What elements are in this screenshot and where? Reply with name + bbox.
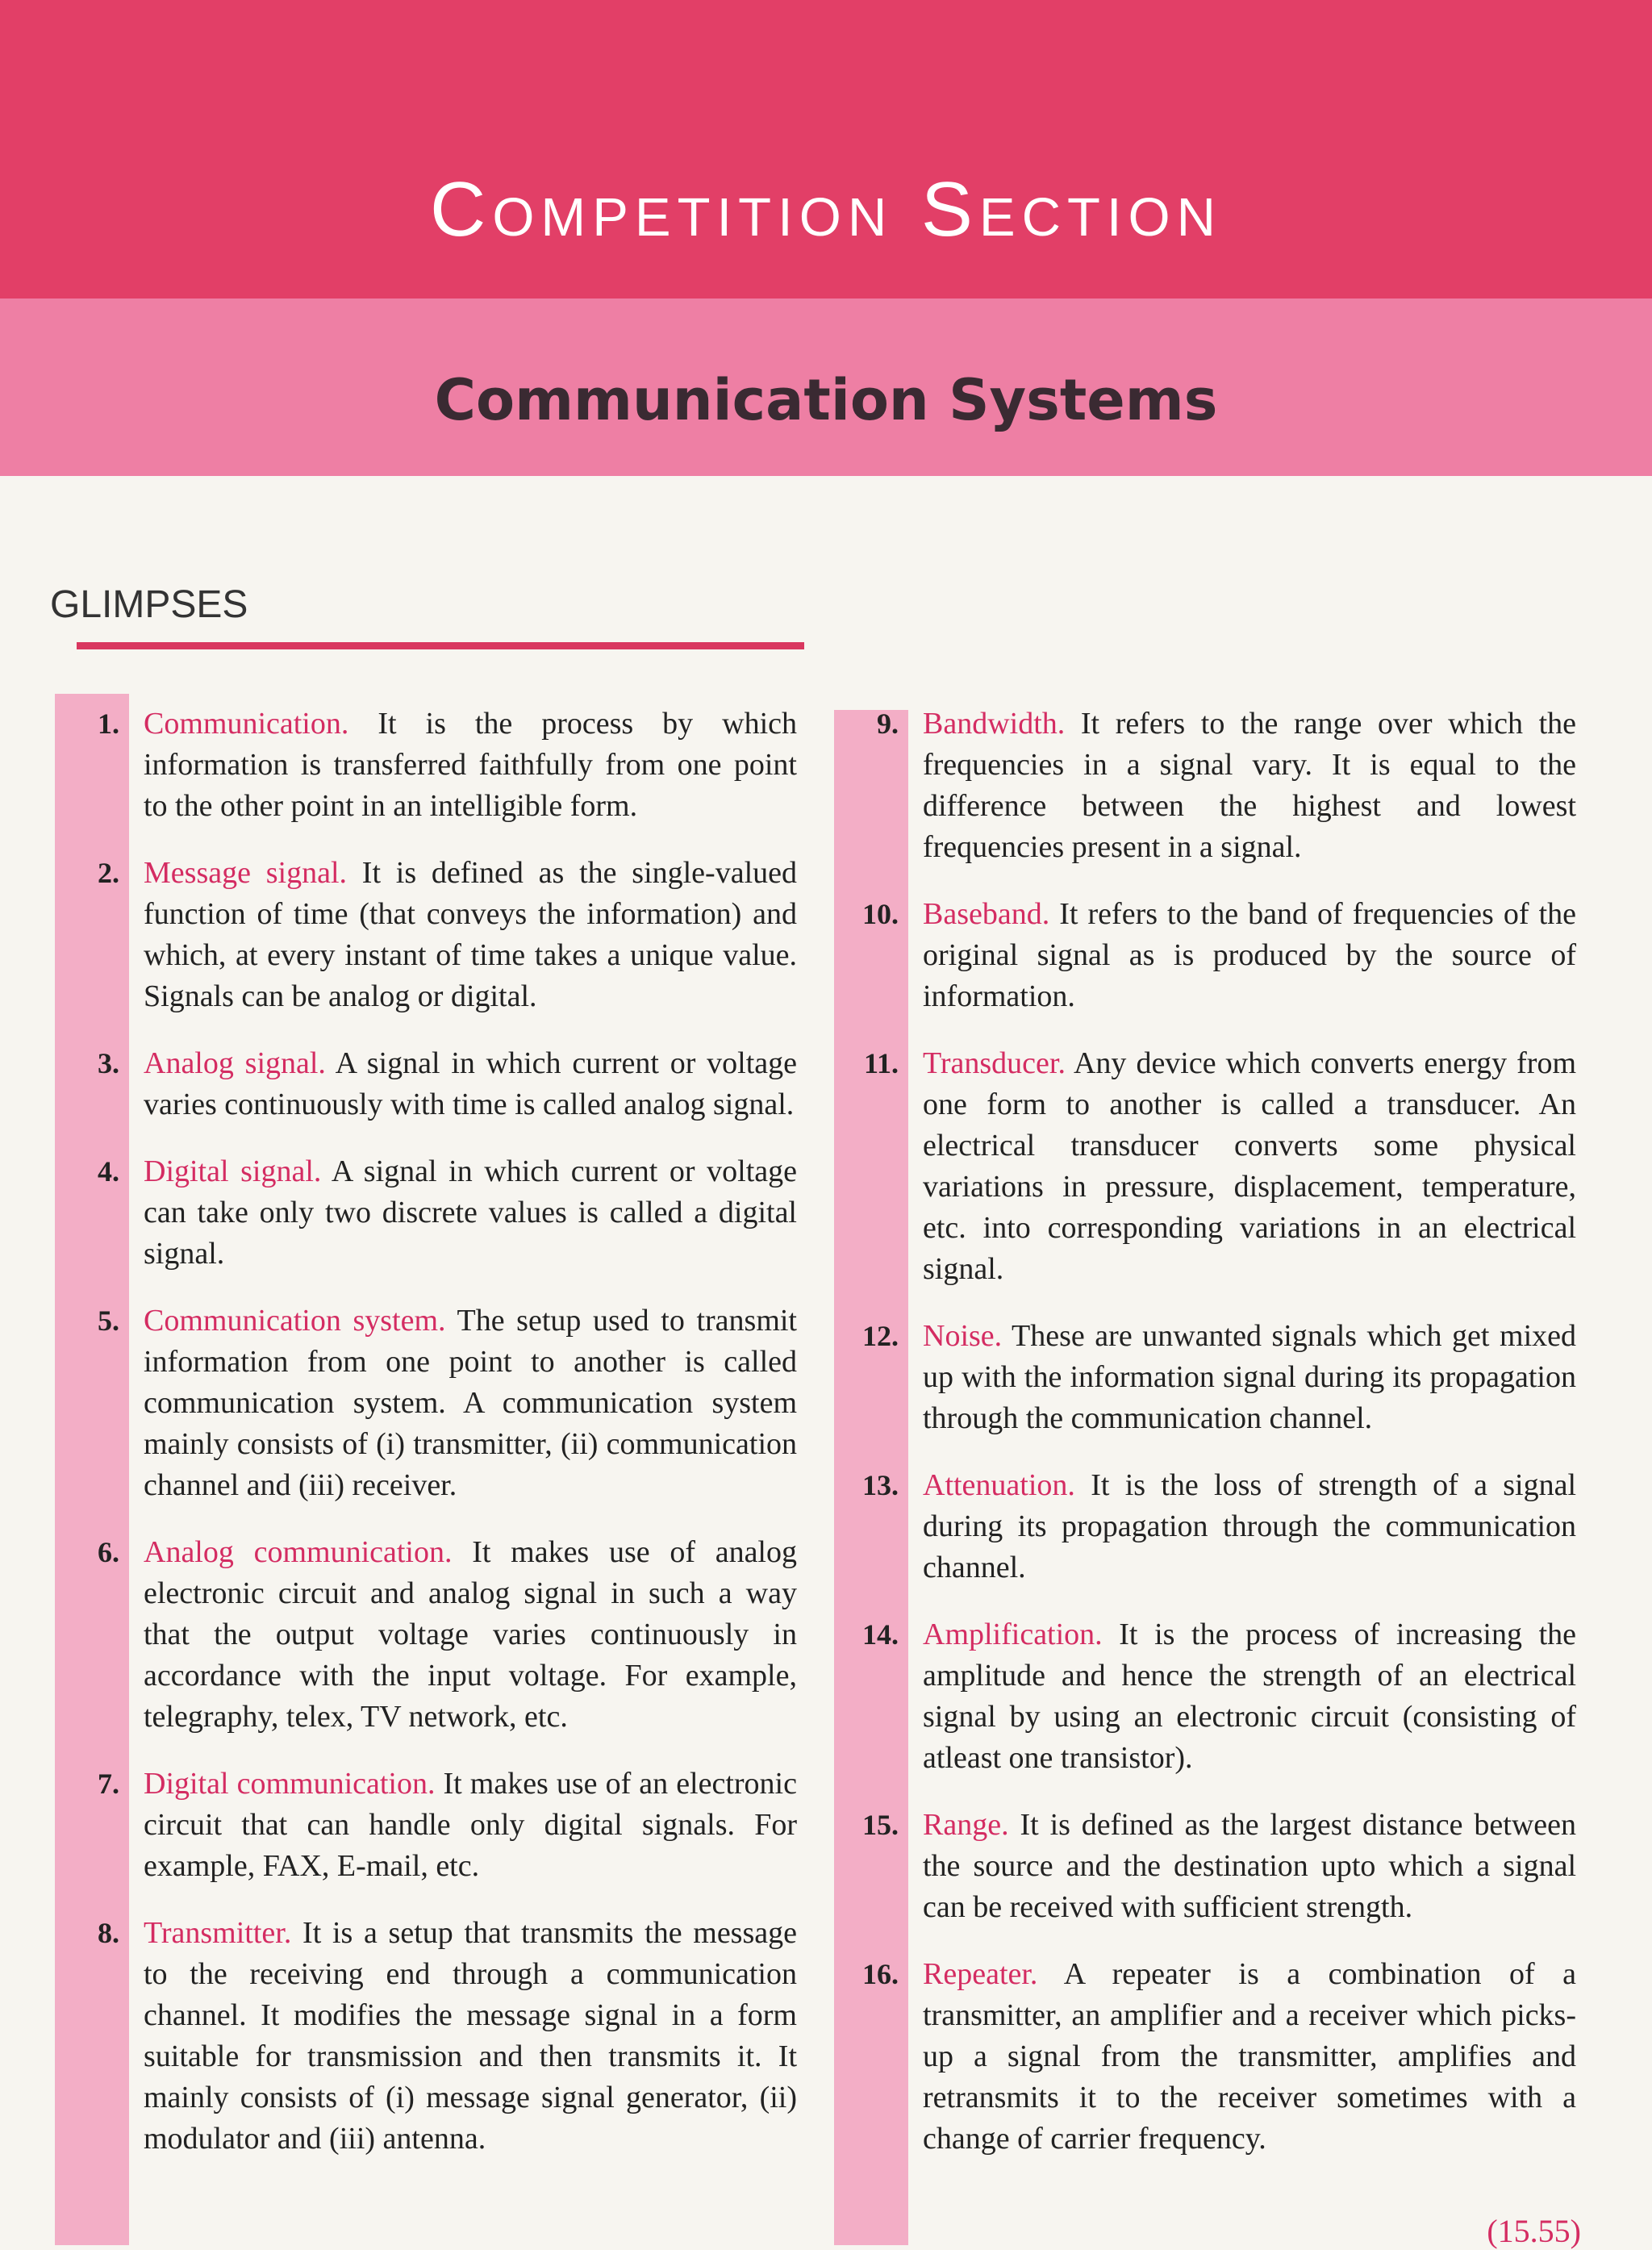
glimpses-list-right: [834, 703, 1576, 2185]
item-body: It is a setup that transmits the message to the receiving end through a communication channel. It modifies the message signal in a form suitable for transmission and then transmits it. It mainly consists of (i) message signal generator, (ii) modulator and (iii) antenna.: [144, 1916, 797, 2156]
item-term: Transmitter.: [144, 1916, 292, 1950]
item-body: The setup used to transmit information from one point to another is called communication system. A communication system mainly consists of (i) transmitter, (ii) communication channel and (iii) receiver.: [144, 1304, 797, 1502]
item-text: [923, 1805, 1576, 1928]
item-term: Attenuation.: [923, 1468, 1075, 1502]
item-number: 16.: [862, 1958, 899, 1990]
item-number: 9.: [877, 708, 899, 740]
item-term: Amplification.: [923, 1618, 1103, 1651]
item-number: 3.: [98, 1047, 119, 1079]
item-term: Digital communication.: [144, 1767, 436, 1801]
glimpse-item: [55, 1764, 797, 1887]
item-number: 2.: [98, 857, 119, 889]
item-text: [144, 1913, 797, 2160]
item-body: It makes use of an electronic circuit that can handle only digital signals. For example, FAX, E-mail, etc.: [144, 1767, 797, 1883]
glimpse-item: [55, 1532, 797, 1738]
item-number: 1.: [98, 708, 119, 740]
item-body: It refers to the range over which the frequencies in a signal vary. It is equal to the difference between the highest and lowest frequencies present in a signal.: [923, 707, 1576, 864]
section-title: Competition Section: [429, 166, 1223, 253]
glimpse-item: [55, 1043, 797, 1125]
item-number: 11.: [863, 1047, 899, 1079]
item-term: Noise.: [923, 1319, 1003, 1353]
item-term: Message signal.: [144, 856, 348, 890]
glimpse-item: [55, 1913, 797, 2160]
item-text: [923, 703, 1576, 868]
item-term: Bandwidth.: [923, 707, 1066, 741]
item-number: 4.: [98, 1155, 119, 1188]
glimpse-item: [834, 1805, 1576, 1928]
item-text: [923, 1316, 1576, 1439]
item-text: [144, 1532, 797, 1738]
glimpse-item: [55, 1300, 797, 1506]
item-term: Baseband.: [923, 897, 1050, 931]
item-term: Repeater.: [923, 1957, 1038, 1991]
glimpse-item: [834, 894, 1576, 1017]
item-body: Any device which converts energy from one form to another is called a transducer. An electrical transducer converts some physical variations in pressure, displacement, temperature, etc. into corresponding variations in an electrical signal.: [923, 1046, 1576, 1286]
item-term: Transducer.: [923, 1046, 1066, 1080]
glimpses-list-left: [55, 703, 797, 2185]
item-text: [923, 1043, 1576, 1290]
item-body: It is defined as the largest distance between the source and the destination upto which a signal can be received with sufficient strength.: [923, 1808, 1576, 1924]
item-body: It is the process of increasing the amplitude and hence the strength of an electrical signal by using an electronic circuit (consisting of atleast one transistor).: [923, 1618, 1576, 1775]
glimpse-item: [834, 1954, 1576, 2160]
item-number: 8.: [98, 1917, 119, 1949]
item-number: 6.: [98, 1536, 119, 1568]
glimpse-item: [55, 703, 797, 827]
item-term: Digital signal.: [144, 1154, 322, 1188]
item-number: 14.: [862, 1618, 899, 1651]
item-body: A signal in which current or voltage can take only two discrete values is called a digital signal.: [144, 1154, 797, 1271]
item-body: It is defined as the single-valued function of time (that conveys the information) and which, at every instant of time takes a unique value. Signals can be analog or digital.: [144, 856, 797, 1013]
item-text: [144, 1151, 797, 1275]
item-body: It is the loss of strength of a signal during its propagation through the communication channel.: [923, 1468, 1576, 1584]
item-term: Communication system.: [144, 1304, 446, 1338]
item-text: [144, 853, 797, 1017]
item-term: Communication.: [144, 707, 349, 741]
item-text: [144, 1764, 797, 1887]
item-number: 5.: [98, 1304, 119, 1337]
item-body: These are unwanted signals which get mixed up with the information signal during its propagation through the communication channel.: [923, 1319, 1576, 1435]
item-body: A signal in which current or voltage varies continuously with time is called analog signal.: [144, 1046, 798, 1121]
glimpse-item: [834, 1043, 1576, 1290]
item-text: [144, 1300, 797, 1506]
item-term: Analog signal.: [144, 1046, 326, 1080]
item-number: 12.: [862, 1320, 899, 1352]
glimpses-underline: [77, 642, 804, 649]
item-body: It makes use of analog electronic circuit and analog signal in such a way that the output voltage varies continuously in accordance with the input voltage. For example, telegraphy, telex, TV network, etc.: [144, 1535, 797, 1734]
glimpse-item: [834, 1465, 1576, 1588]
glimpse-item: [55, 1151, 797, 1275]
item-number: 7.: [98, 1768, 119, 1800]
item-body: It refers to the band of frequencies of the original signal as is produced by the source of information.: [923, 897, 1576, 1013]
glimpses-heading: GLIMPSES: [50, 583, 248, 626]
chapter-title: Communication Systems: [434, 367, 1218, 433]
glimpse-item: [834, 703, 1576, 868]
item-body: It is the process by which information is transferred faithfully from one point to the other point in an intelligible form.: [144, 707, 797, 823]
item-number: 13.: [862, 1469, 899, 1501]
glimpse-item: [834, 1316, 1576, 1439]
item-text: [923, 894, 1576, 1017]
page-number: (15.55): [1487, 2213, 1581, 2249]
item-text: [923, 1954, 1576, 2160]
item-number: 10.: [862, 898, 899, 930]
item-term: Analog communication.: [144, 1535, 453, 1569]
item-term: Range.: [923, 1808, 1009, 1842]
item-text: [144, 703, 797, 827]
item-text: [144, 1043, 797, 1125]
item-number: 15.: [862, 1809, 899, 1841]
item-text: [923, 1465, 1576, 1588]
item-body: A repeater is a combination of a transmitter, an amplifier and a receiver which picks-up a signal from the transmitter, amplifies and retransmits it to the receiver sometimes with a change of carrier frequency.: [923, 1957, 1576, 2156]
item-text: [923, 1614, 1576, 1779]
glimpse-item: [834, 1614, 1576, 1779]
glimpse-item: [55, 853, 797, 1017]
